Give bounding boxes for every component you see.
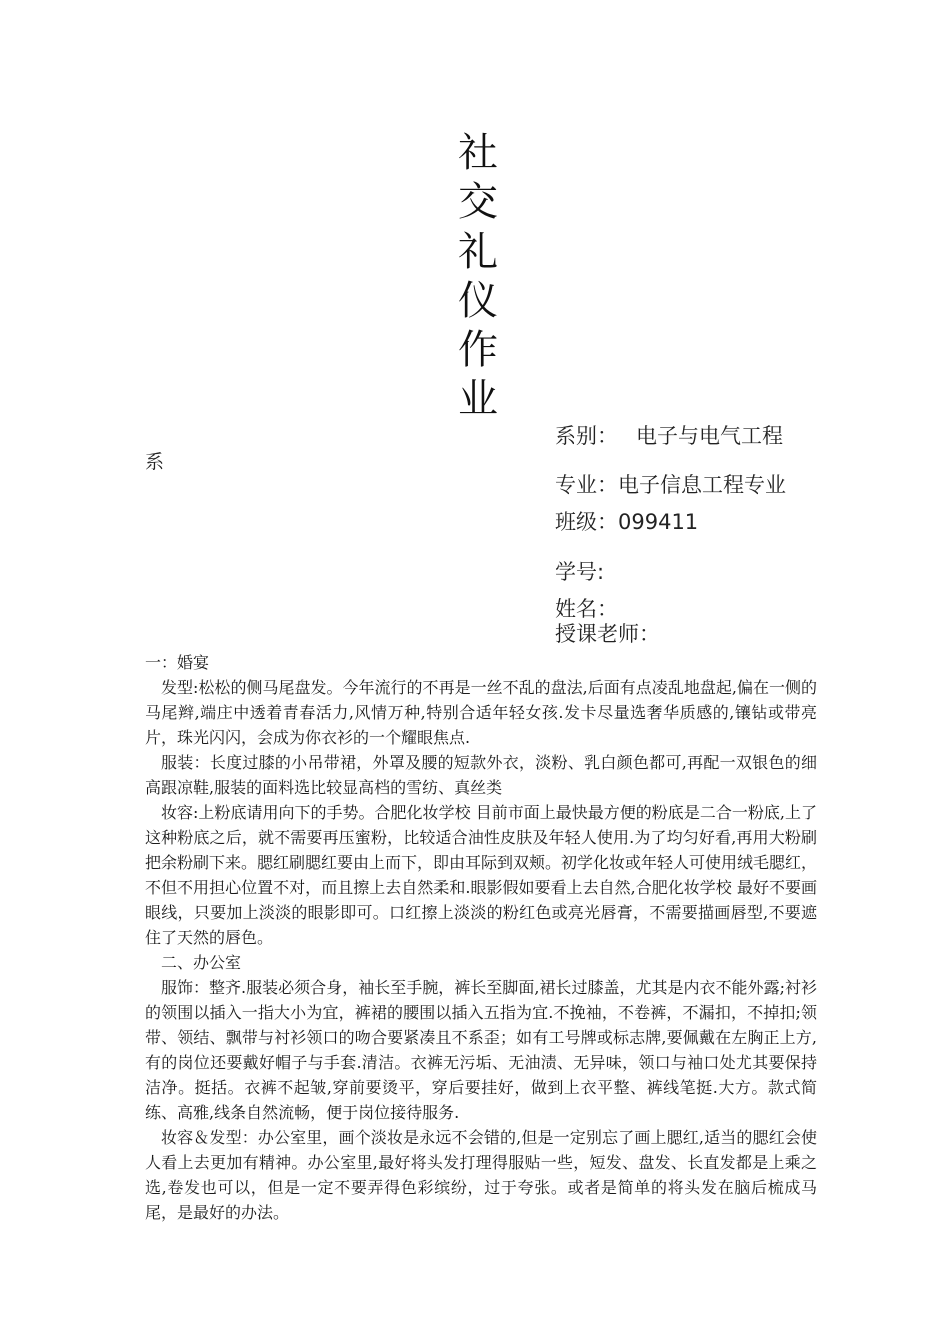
major-value: 电子信息工程专业: [618, 473, 786, 497]
body-text: [145, 650, 817, 1225]
title-char: 社: [458, 130, 498, 176]
department-label: 系别：: [555, 424, 618, 448]
title-char: 业: [458, 376, 498, 422]
paragraph-hair: 发型:松松的侧马尾盘发。今年流行的不再是一丝不乱的盘法,后面有点凌乱地盘起,偏在一侧的马尾辫,端庄中透着青春活力,风情万种,特别合适年轻女孩.发卡尽量选奢华质感的,镶钻或带亮片，珠光闪闪，会成为你衣衫的一个耀眼焦点.: [145, 678, 817, 747]
major-label: 专业：: [555, 473, 618, 497]
paragraph-office-makeup-hair: 妆容＆发型：办公室里，画个淡妆是永远不会错的,但是一定别忘了画上腮红,适当的腮红会使人看上去更加有精神。办公室里,最好将头发打理得服贴一些，短发、盘发、长直发都是上乘之选,卷发也可以，但是一定不要弄得色彩缤纷，过于夸张。或者是简单的将头发在脑后梳成马尾，是最好的办法。: [145, 1128, 817, 1222]
section-heading-office: 二、办公室: [161, 953, 242, 972]
student-id-label: 学号:: [555, 560, 605, 584]
teacher-line: [555, 624, 660, 645]
paragraph-makeup: 妆容:上粉底请用向下的手势。合肥化妆学校 目前市面上最快最方便的粉底是二合一粉底,上了这种粉底之后，就不需要再压蜜粉，比较适合油性皮肤及年轻人使用.为了均匀好看,再用大粉刷把余粉刷下来。腮红刷腮红要由上而下，即由耳际到双颊。初学化妆或年轻人可使用绒毛腮红，不但不用担心位置不对，而且擦上去自然柔和.眼影假如要看上去自然,合肥化妆学校 最好不要画眼线，只要加上淡淡的眼影即可。口红擦上淡淡的粉红色或亮光唇膏，不需要描画唇型,不要遮住了天然的唇色。: [145, 803, 818, 947]
section-heading-wedding: 一：婚宴: [145, 653, 210, 672]
department-value: 电子与电气工程: [636, 424, 783, 448]
title-char: 仪: [458, 278, 498, 324]
class-label: 班级：: [555, 510, 618, 534]
name-label: 姓名：: [555, 597, 618, 621]
title-char: 礼: [458, 229, 498, 275]
title-char: 交: [458, 179, 498, 225]
department-line: [555, 426, 783, 447]
major-line: [555, 475, 786, 496]
department-wrap: 系: [145, 451, 165, 473]
class-value: 099411: [618, 510, 699, 534]
paragraph-office-clothing: 服饰：整齐.服装必须合身，袖长至手腕，裤长至脚面,裙长过膝盖，尤其是内衣不能外露;衬衫的领围以插入一指大小为宜，裤裙的腰围以插入五指为宜.不挽袖，不卷裤，不漏扣，不掉扣;领带、领结、飘带与衬衫领口的吻合要紧凑且不系歪；如有工号牌或标志牌,要佩戴在左胸正上方,有的岗位还要戴好帽子与手套.清洁。衣裤无污垢、无油渍、无异味，领口与袖口处尤其要保持洁净。挺括。衣裤不起皱,穿前要烫平，穿后要挂好，做到上衣平整、裤线笔挺.大方。款式简练、高雅,线条自然流畅，便于岗位接待服务.: [145, 978, 817, 1122]
name-line: [555, 599, 618, 620]
class-line: [555, 512, 698, 533]
teacher-label: 授课老师：: [555, 622, 660, 646]
paragraph-clothing: 服装：长度过膝的小吊带裙，外罩及腰的短款外衣，淡粉、乳白颜色都可,再配一双银色的细高跟凉鞋,服装的面料选比较显高档的雪纺、真丝类: [145, 753, 817, 797]
title-char: 作: [458, 327, 498, 373]
student-id-line: [555, 562, 604, 583]
